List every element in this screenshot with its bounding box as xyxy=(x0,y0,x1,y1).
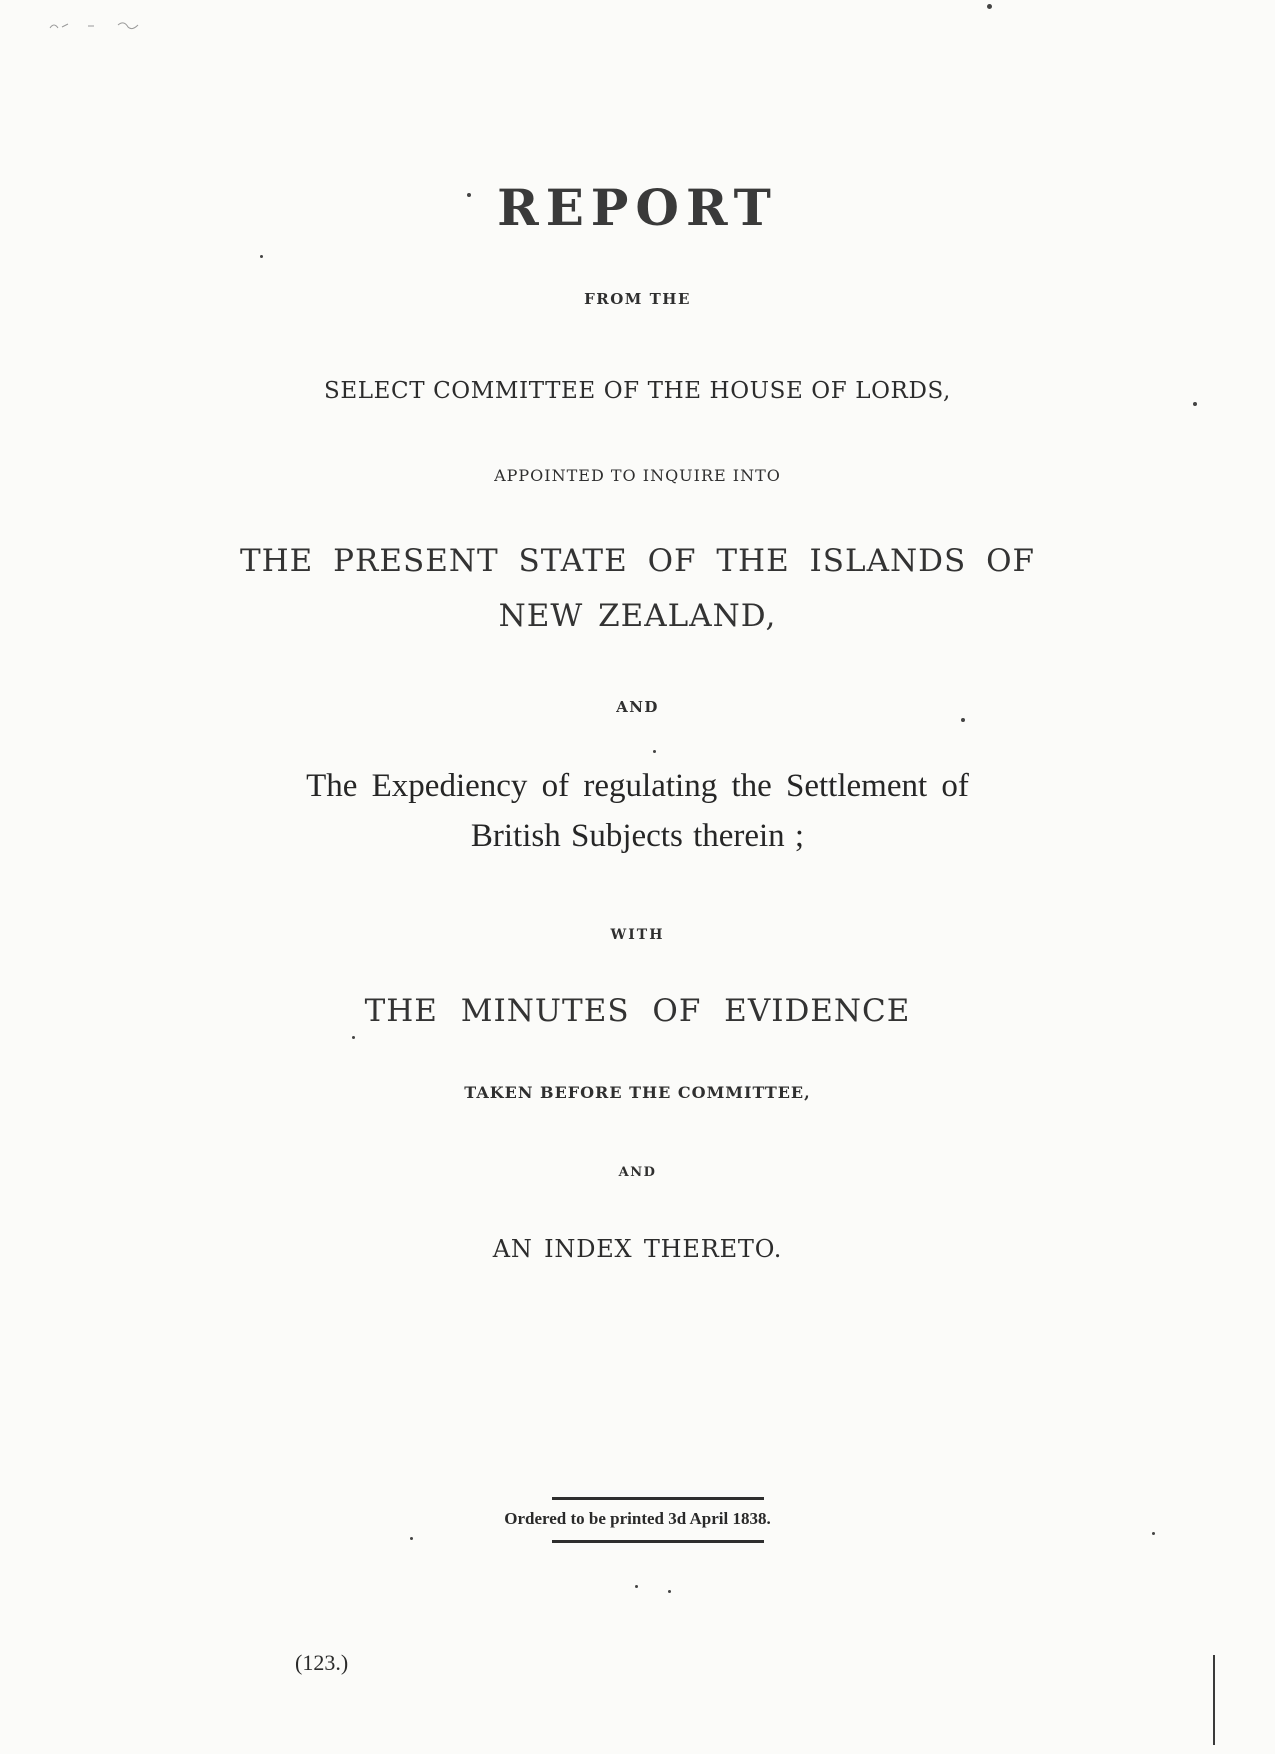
appointed-label: APPOINTED TO INQUIRE INTO xyxy=(494,466,781,485)
scan-speck xyxy=(635,1585,638,1588)
report-title: REPORT xyxy=(497,178,778,237)
scan-speck xyxy=(1152,1532,1155,1535)
ordered-printed-note: Ordered to be printed 3d April 1838. xyxy=(504,1509,771,1528)
expediency-line-2: British Subjects therein ; xyxy=(470,818,805,854)
minutes-heading: THE MINUTES OF EVIDENCE xyxy=(364,993,911,1029)
expediency-line-1: The Expediency of regulating the Settlement of xyxy=(306,768,969,804)
scan-speck xyxy=(653,750,656,753)
top-rule-divider xyxy=(552,1497,764,1500)
subject-heading-line-2: NEW ZEALAND, xyxy=(498,598,777,634)
with-label: WITH xyxy=(610,927,665,943)
scan-speck xyxy=(961,718,965,722)
margin-scribble-mark xyxy=(48,18,158,34)
subject-heading-line-1: THE PRESENT STATE OF THE ISLANDS OF xyxy=(239,543,1036,579)
bottom-rule-divider xyxy=(552,1540,764,1543)
scan-speck xyxy=(352,1036,355,1039)
and-label-2: AND xyxy=(618,1165,657,1180)
paper-number: (123.) xyxy=(295,1650,349,1675)
scan-speck xyxy=(1193,402,1197,406)
scan-edge-mark xyxy=(1213,1655,1215,1745)
committee-heading: SELECT COMMITTEE OF THE HOUSE OF LORDS, xyxy=(324,378,951,404)
scan-speck xyxy=(668,1590,671,1593)
from-the-label: FROM THE xyxy=(584,290,691,308)
scan-speck xyxy=(467,193,471,197)
scan-speck xyxy=(260,255,263,258)
index-heading: AN INDEX THERETO. xyxy=(492,1235,783,1263)
taken-before-label: TAKEN BEFORE THE COMMITTEE, xyxy=(464,1083,811,1102)
scan-speck xyxy=(410,1537,413,1540)
scan-speck xyxy=(987,4,992,9)
and-label-1: AND xyxy=(616,698,659,716)
